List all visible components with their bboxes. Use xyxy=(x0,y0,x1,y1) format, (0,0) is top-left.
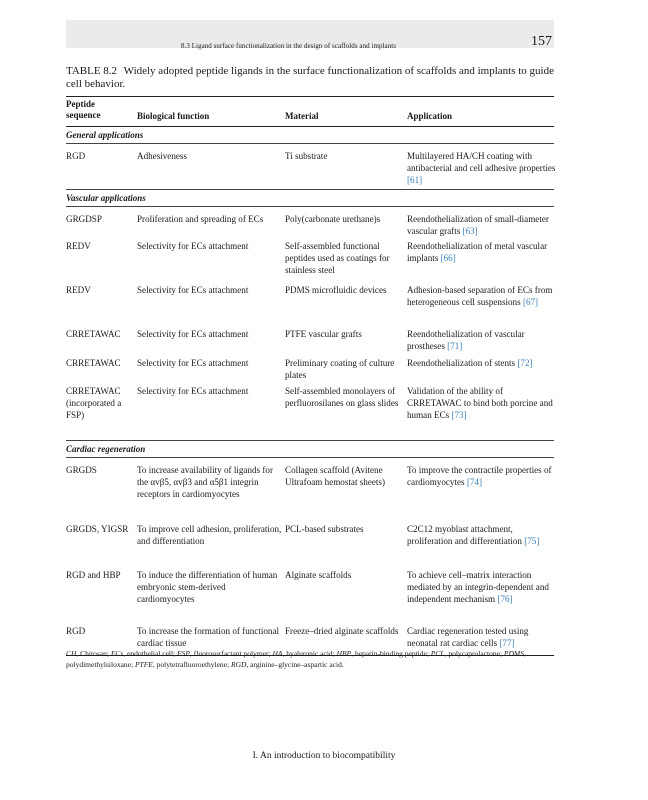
cell-peptide: REDV xyxy=(66,241,91,251)
cell-material: PTFE vascular grafts xyxy=(285,329,362,339)
table-row xyxy=(66,385,554,440)
cell-peptide: RGD xyxy=(66,626,86,636)
cell-function: Adhesiveness xyxy=(137,151,188,161)
cell-material: Freeze–dried alginate scaffolds xyxy=(285,626,399,636)
abbreviation: PCL xyxy=(430,649,445,658)
citation-link[interactable]: [74] xyxy=(466,477,483,488)
cell-application: Reendothelialization of small-diameter vascular grafts [63] xyxy=(407,214,549,237)
cell-function: To increase availability of ligands for the αvβ5, αvβ3 and α5β1 integrin receptors in cardiomyocytes xyxy=(137,465,273,500)
cell-application: Validation of the ability of CRRETAWAC to bind both porcine and human ECs [73] xyxy=(407,386,553,421)
cell-peptide: GRGDS, YIGSR xyxy=(66,524,129,534)
citation-link[interactable]: [76] xyxy=(497,594,513,605)
cell-peptide: GRGDS xyxy=(66,465,97,475)
abbreviation: FSP xyxy=(177,649,190,658)
section-title: Vascular applications xyxy=(66,189,554,207)
abbreviation: RGD xyxy=(230,659,247,669)
abbreviation: HBP xyxy=(336,649,352,658)
cell-peptide: CRRETAWAC (incorporated a FSP) xyxy=(66,386,122,421)
citation-link[interactable]: [66] xyxy=(440,253,456,264)
cell-peptide: CRRETAWAC xyxy=(66,329,121,339)
table-row xyxy=(66,523,554,569)
abbreviation: HA xyxy=(272,649,283,658)
col-header-application: Application xyxy=(407,111,453,121)
table-row xyxy=(66,569,554,625)
citation-link[interactable]: [67] xyxy=(522,297,539,308)
cell-peptide: REDV xyxy=(66,285,91,295)
cell-application: Cardiac regeneration tested using neonatal rat cardiac cells [77] xyxy=(407,626,529,649)
citation-link[interactable]: [73] xyxy=(451,410,467,421)
table-caption-text: Widely adopted peptide ligands in the surface functionalization of scaffolds and implants to guide cell behavior. xyxy=(66,65,554,90)
peptide-table xyxy=(66,96,554,656)
table-caption xyxy=(66,65,554,90)
page-number: 157 xyxy=(531,34,552,49)
cell-material: PCL-based substrates xyxy=(285,524,364,534)
citation-link[interactable]: [71] xyxy=(447,341,463,352)
cell-material: Poly(carbonate urethane)s xyxy=(285,214,381,224)
abbreviation: CH xyxy=(66,649,77,658)
cell-function: To induce the differentiation of human embryonic stem-derived cardiomyocytes xyxy=(137,570,278,605)
col-header-function: Biological function xyxy=(137,111,210,121)
cell-application: To achieve cell–matrix interaction mediated by an integrin-dependent and independent mechanism [76] xyxy=(407,570,549,605)
cell-function: Selectivity for ECs attachment xyxy=(137,329,249,339)
cell-peptide: RGD and HBP xyxy=(66,570,121,580)
cell-function: Selectivity for ECs attachment xyxy=(137,285,249,295)
table-header xyxy=(66,97,554,127)
running-title: 8.3 Ligand surface functionalization in the design of scaffolds and implants xyxy=(181,42,396,50)
table-body xyxy=(66,127,554,655)
running-header xyxy=(66,20,554,48)
section-title: General applications xyxy=(66,127,554,144)
table-row xyxy=(66,464,554,523)
cell-application: Multilayered HA/CH coating with antibacterial and cell adhesive properties [61] xyxy=(407,151,556,186)
citation-link[interactable]: [63] xyxy=(462,226,478,237)
cell-application: Reendothelialization of vascular prostheses [71] xyxy=(407,329,525,352)
page-footer: I. An introduction to biocompatibility xyxy=(252,751,396,761)
table-row xyxy=(66,150,554,189)
cell-peptide: RGD xyxy=(66,151,86,161)
citation-link[interactable]: [72] xyxy=(517,358,533,368)
cell-function: Selectivity for ECs attachment xyxy=(137,241,249,251)
cell-material: PDMS microfluidic devices xyxy=(285,285,387,295)
cell-material: Ti substrate xyxy=(285,151,328,161)
cell-application: Reendothelialization of metal vascular implants [66] xyxy=(407,241,548,264)
table-footnote: CH, Chitosan; ECs, endothelial cell; FSP, fluorosurfactant polymer; HA, hyaluronic acid; HBP, heparin-binding peptide; PCL, polycaprolactone; PDMS, polydimethylsiloxane; PTFE, polytetrafluoroethylene; RGD, arginine–glycine–aspartic acid. xyxy=(66,649,526,669)
table-label: TABLE 8.2 xyxy=(66,65,118,77)
abbreviation: PTFE xyxy=(134,659,153,669)
cell-material: Preliminary coating of culture plates xyxy=(285,358,395,381)
abbreviation: ECs xyxy=(110,649,124,658)
citation-link[interactable]: [75] xyxy=(524,536,540,547)
table-row xyxy=(66,240,554,284)
cell-application: To improve the contractile properties of cardiomyocytes [74] xyxy=(407,465,552,488)
citation-link[interactable]: [61] xyxy=(407,175,423,186)
cell-material: Self-assembled functional peptides used as coatings for stainless steel xyxy=(285,241,390,276)
cell-function: Selectivity for ECs attachment xyxy=(137,358,249,368)
table-row xyxy=(66,357,554,385)
cell-function: To improve cell adhesion, proliferation, and differentiation xyxy=(137,524,282,547)
cell-function: Selectivity for ECs attachment xyxy=(137,386,249,396)
col-header-material: Material xyxy=(285,111,319,121)
cell-material: Self-assembled monolayers of perfluorosilanes on glass slides xyxy=(285,386,399,409)
cell-material: Collagen scaffold (Avitene Ultrafoam hemostat sheets) xyxy=(285,465,386,488)
cell-application: Adhesion-based separation of ECs from heterogeneous cell suspensions [67] xyxy=(407,285,553,308)
table-row xyxy=(66,328,554,357)
table-row xyxy=(66,284,554,328)
cell-function: To increase the formation of functional cardiac tissue xyxy=(137,626,280,649)
cell-application: Reendothelialization of stents [72] xyxy=(407,358,533,368)
cell-application: C2C12 myoblast attachment, proliferation and differentiation [75] xyxy=(407,524,540,547)
cell-material: Alginate scaffolds xyxy=(285,570,352,580)
citation-link[interactable]: [77] xyxy=(499,638,515,649)
cell-function: Proliferation and spreading of ECs xyxy=(137,214,264,224)
col-header-peptide: Peptide sequence xyxy=(66,99,101,120)
table-row xyxy=(66,213,554,240)
section-title: Cardiac regeneration xyxy=(66,440,554,458)
cell-peptide: GRGDSP xyxy=(66,214,102,224)
abbreviation: PDMS xyxy=(503,649,524,658)
cell-peptide: CRRETAWAC xyxy=(66,358,121,368)
